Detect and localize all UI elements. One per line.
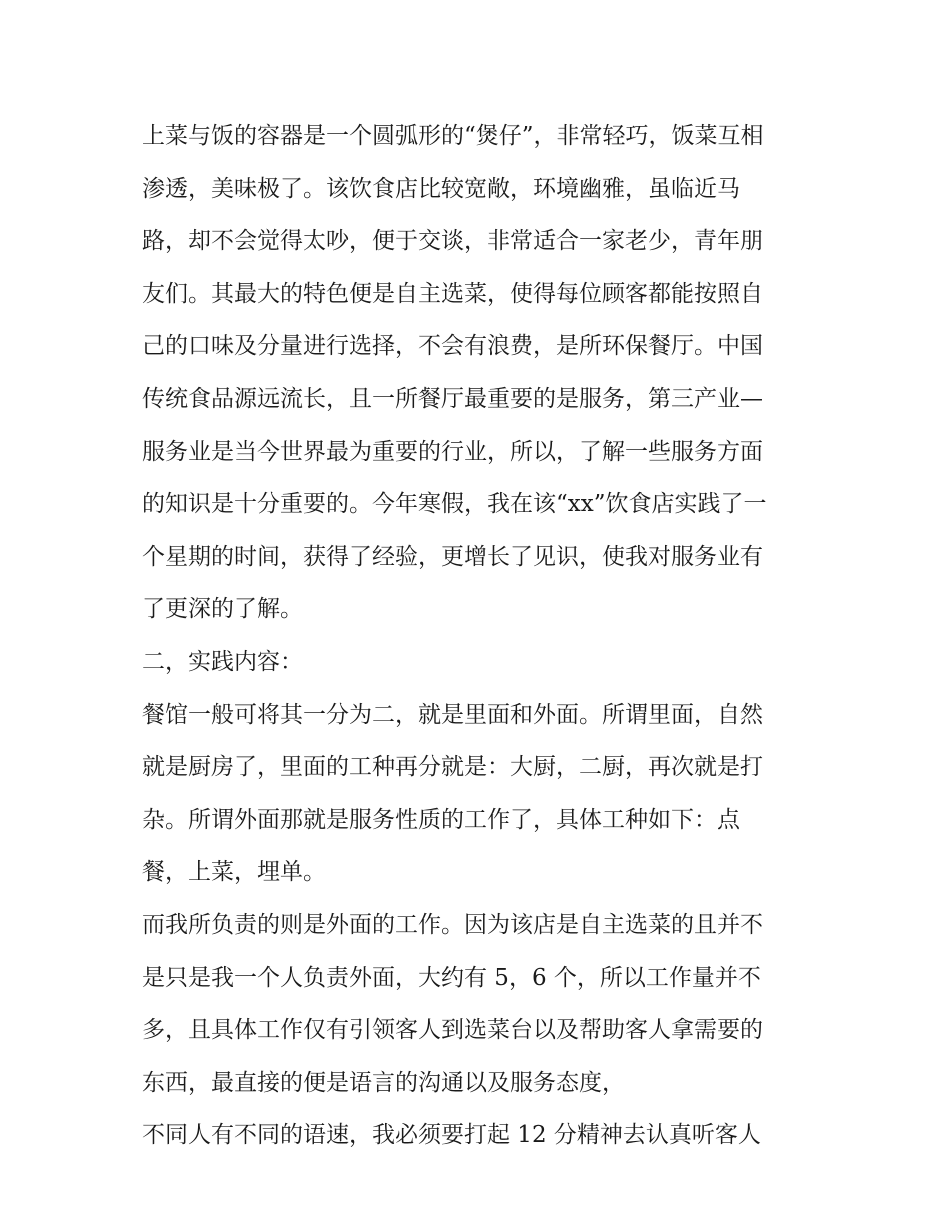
text-line: 传统食品源远流长，且一所餐厅最重要的是服务，第三产业— (142, 385, 763, 412)
text-line: 服务业是当今世界最为重要的行业，所以，了解一些服务方面 (142, 438, 763, 465)
section-heading: 二，实践内容： (142, 648, 303, 675)
text-line: 餐馆一般可将其一分为二，就是里面和外面。所谓里面，自然 (142, 701, 763, 728)
text-line: 上菜与饭的容器是一个圆弧形的“煲仔”，非常轻巧，饭菜互相 (142, 123, 764, 149)
document-body (142, 110, 822, 1162)
text-line: 渗透，美味极了。该饮食店比较宽敞，环境幽雅，虽临近马 (142, 175, 740, 202)
text-line: 己的口味及分量进行选择，不会有浪费，是所环保餐厅。中国 (142, 333, 763, 360)
text-line: 友们。其最大的特色便是自主选菜，使得每位顾客都能按照自 (142, 280, 763, 307)
text-line: 路，却不会觉得太吵，便于交谈，非常适合一家老少，青年朋 (142, 228, 763, 255)
text-line: 个星期的时间，获得了经验，更增长了见识，使我对服务业有 (142, 543, 763, 570)
text-line: 就是厨房了，里面的工种再分就是：大厨，二厨，再次就是打 (142, 754, 763, 781)
text-line: 东西，最直接的便是语言的沟通以及服务态度， (142, 1069, 625, 1096)
text-line: 杂。所谓外面那就是服务性质的工作了，具体工种如下：点 (142, 806, 740, 833)
text-line: 餐，上菜，埋单。 (142, 859, 326, 886)
text-line: 不同人有不同的语速，我必须要打起 12 分精神去认真听客人 (142, 1122, 761, 1149)
text-line: 而我所负责的则是外面的工作。因为该店是自主选菜的且并不 (142, 911, 763, 938)
text-line: 多，且具体工作仅有引领客人到选菜台以及帮助客人拿需要的 (142, 1017, 763, 1044)
text-line: 的知识是十分重要的。今年寒假，我在该“xx”饮食店实践了一 (142, 491, 767, 518)
text-line: 了更深的了解。 (142, 596, 303, 623)
text-line: 是只是我一个人负责外面，大约有 5，6 个，所以工作量并不 (142, 964, 761, 991)
